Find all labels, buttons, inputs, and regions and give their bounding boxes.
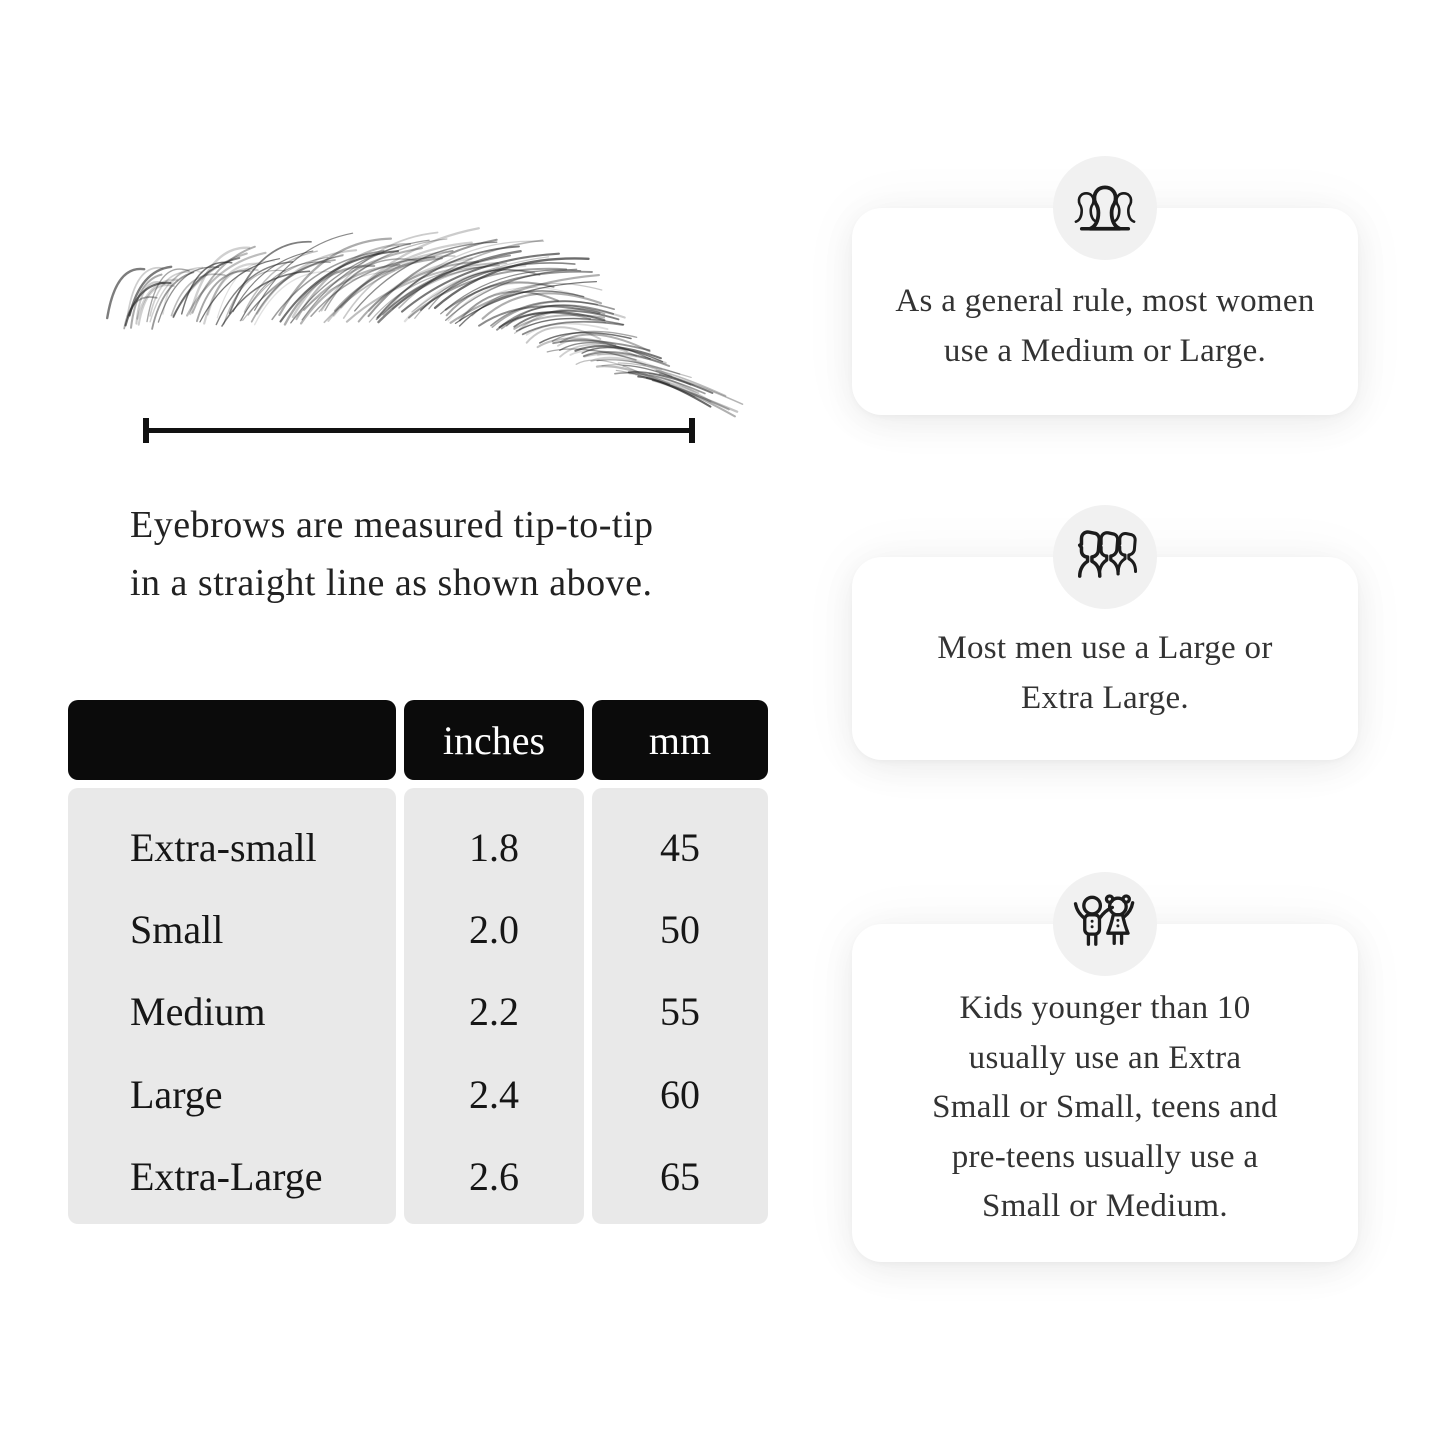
measurement-line [146,428,692,433]
mm-value-cell: 45 [660,824,700,870]
measurement-caption [130,497,750,613]
caption-line: Eyebrows are measured tip-to-tip [130,504,654,546]
mm-value-cell: 65 [660,1154,700,1200]
card-text-line: Small or Medium. [982,1188,1228,1225]
card-text-line: Small or Small, teens and [932,1089,1278,1126]
inches-value-cell: 2.0 [469,907,519,953]
card-text-line: Extra Large. [1021,679,1189,716]
kids-icon [1070,893,1140,955]
info-card-men [852,557,1358,760]
table-header-mm: mm [592,700,768,780]
card-text-line: use a Medium or Large. [943,332,1267,369]
card-text-line: As a general rule, most women [895,283,1315,319]
card-text-line: usually use an Extra [968,1039,1242,1076]
size-label-cell: Extra-small [130,824,317,870]
caption-line: in a straight line as shown above. [130,561,653,604]
info-card-kids [852,924,1358,1262]
table-column-mm [592,788,768,1224]
card-text-line: pre-teens usually use a [951,1138,1259,1175]
card-text [932,984,1278,1232]
info-card-women [852,208,1358,415]
icon-badge [1053,505,1157,609]
size-label-cell: Medium [130,989,266,1035]
women-group-icon [1071,179,1139,237]
size-label-cell: Small [130,907,224,953]
card-text [895,277,1314,376]
inches-value-cell: 2.4 [469,1071,519,1117]
mm-value-cell: 55 [660,989,700,1035]
card-text-line: Most men use a Large or [937,630,1273,666]
table-column-inches [404,788,584,1224]
table-header-size [68,700,396,780]
mm-value-cell: 50 [660,907,700,953]
mm-value-cell: 60 [660,1071,700,1117]
icon-badge [1053,872,1157,976]
size-label-cell: Extra-Large [130,1154,323,1200]
table-column-size [68,788,396,1224]
icon-badge [1053,156,1157,260]
inches-value-cell: 1.8 [469,824,519,870]
card-text-line: Kids younger than 10 [959,990,1251,1027]
inches-value-cell: 2.2 [469,989,519,1035]
measurement-line-right-cap [689,418,695,443]
card-text [937,624,1272,723]
inches-value-cell: 2.6 [469,1154,519,1200]
eyebrow-illustration [108,225,718,405]
measurement-line-left-cap [143,418,149,443]
table-header-inches: inches [404,700,584,780]
size-label-cell: Large [130,1071,223,1117]
men-group-icon [1071,528,1139,586]
